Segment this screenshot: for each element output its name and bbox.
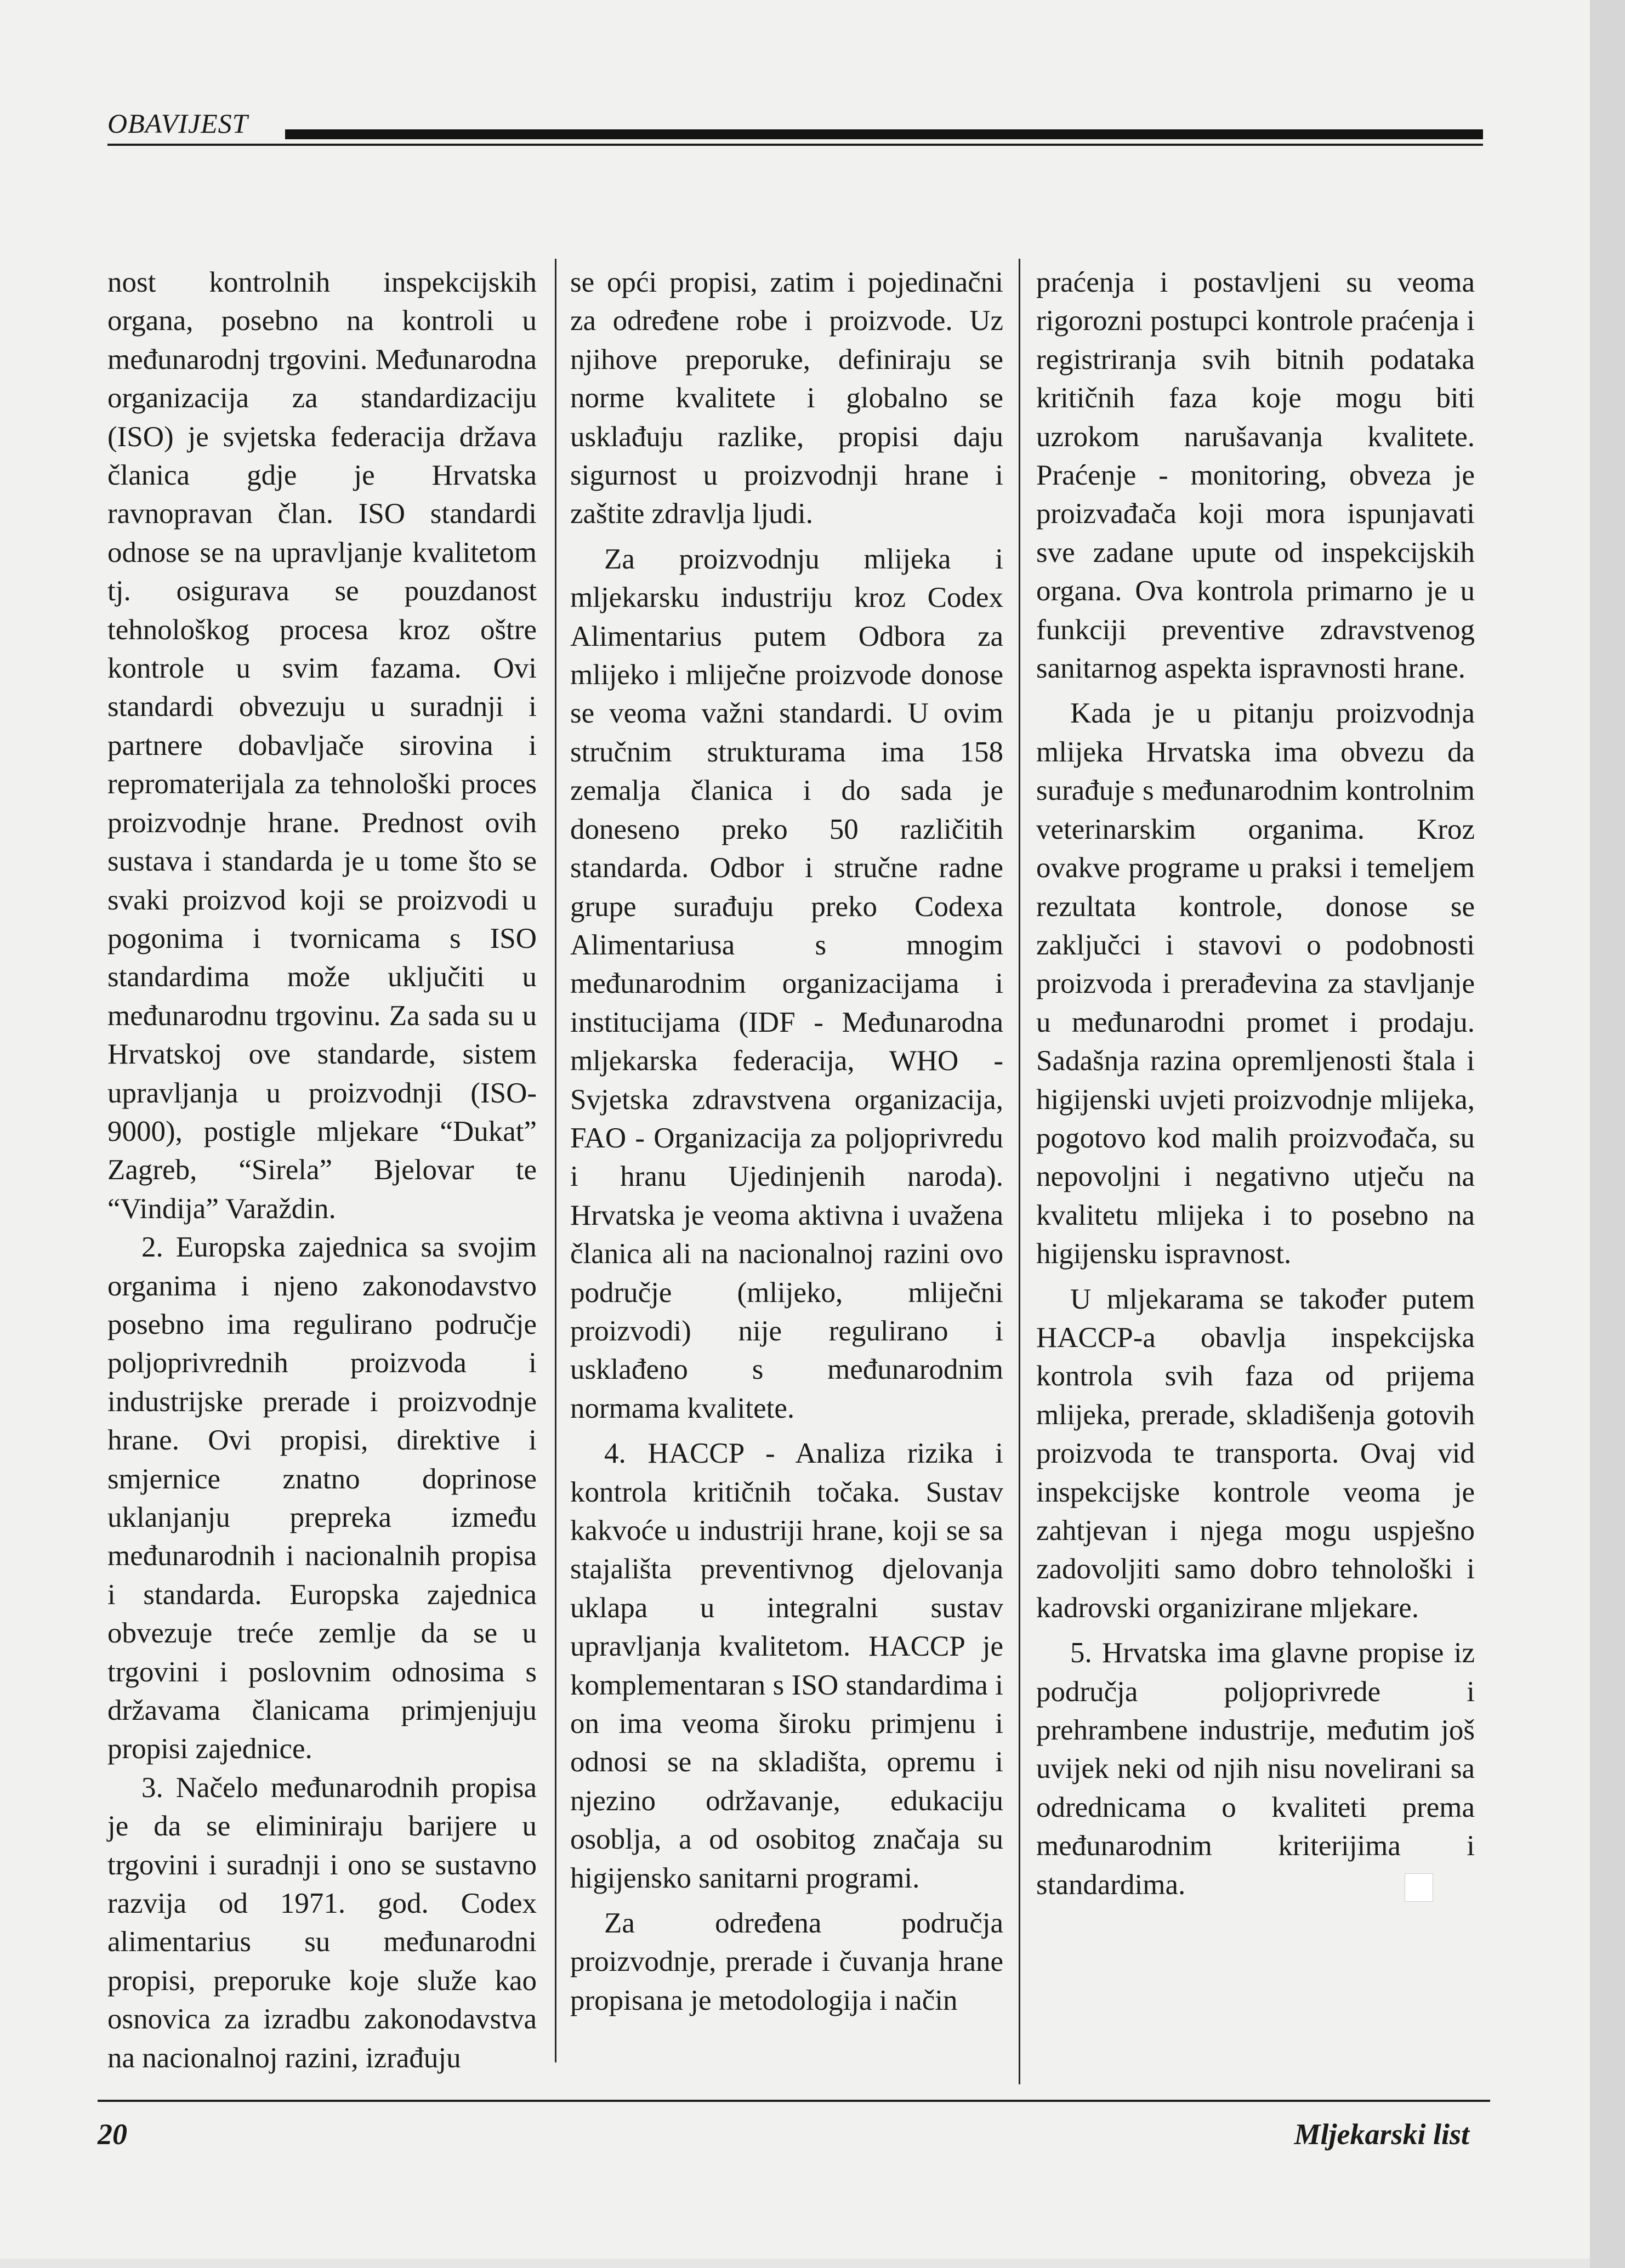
paragraph: Za određena područja proizvodnje, prerade i čuvanja hrane propisana je metodologija i način	[570, 1907, 1003, 2016]
paragraph	[1036, 1634, 1475, 1904]
paragraph: se opći propisi, zatim i pojedinačni za određene robe i proizvode. Uz njihove preporuke, definiraju se norme kvalitete i globalno se usklađuju razlike, propisi daju sigurnost u proizvodnji hrane i zaštite zdravlja ljudi.	[570, 266, 1003, 530]
page-number: 20	[98, 2118, 127, 2151]
section-title: OBAVIJEST	[107, 108, 248, 139]
journal-title: Mljekarski list	[1294, 2118, 1469, 2151]
header-rule-thin	[107, 144, 1483, 146]
column-1	[107, 263, 537, 2077]
paragraph: nost kontrolnih inspekcijskih organa, posebno na kontroli u međunarodnj trgovini. Međunarodna organizacija za standardizaciju (ISO) je svjetska federacija država članica gdje je Hrvatska ravnopravan član. ISO standardi odnose se na upravljanje kvalitetom tj. osigurava se pouzdanost tehnološkog procesa kroz oštre kontrole u svim fazama. Ovi standardi obvezuju u suradnji i partnere dobavljače sirovina i repromaterijala za tehnološki proces proizvodnje hrane. Prednost ovih sustava i standarda je u tome što se svaki proizvod koji se proizvodi u pogonima i tvornicama s ISO standardima može uključiti u međunarodnu trgovinu. Za sada su u Hrvatskoj ove standarde, sistem upravljanja u proizvodnji (ISO-9000), postigle mljekare “Dukat” Zagreb, “Sirela” Bjelovar te “Vindija” Varaždin.	[107, 266, 537, 1225]
column-divider	[555, 259, 556, 2062]
paragraph: 4. HACCP - Analiza rizika i kontrola kritičnih točaka. Sustav kakvoće u industriji hrane, koji se sa stajališta preventivnog djelovanja uklapa u integralni sustav upravljanja kvalitetom. HACCP je komplementaran s ISO standardima i on ima veoma široku primjenu i odnosi se na skladišta, opremu i njezino održavanje, edukaciju osoblja, a od osobitog značaja su higijensko sanitarni programi.	[570, 1437, 1003, 1894]
paragraph: praćenja i postavljeni su veoma rigorozni postupci kontrole praćenja i registriranja svih bitnih podataka kritičnih faza koje mogu biti uzrokom narušavanja kvalitete. Praćenje - monitoring, obveza je proizvađača koji mora ispunjavati sve zadane upute od inspekcijskih organa. Ova kontrola primarno je u funkciji preventive zdravstvenog sanitarnog aspekta ispravnosti hrane.	[1036, 266, 1475, 685]
paragraph: Za proizvodnju mlijeka i mljekarsku industriju kroz Codex Alimentarius putem Odbora za mlijeko i mliječne proizvode donose se veoma važni standardi. U ovim stručnim strukturama ima 158 zemalja članica i do sada je doneseno preko 50 različitih standarda. Odbor i stručne radne grupe surađuju preko Codexa Alimentariusa s mnogim međunarodnim organizacijama i institucijama (IDF - Međunarodna mljekarska federacija, WHO - Svjetska zdravstvena organizacija, FAO - Organizacija za poljoprivredu i hranu Ujedinjenih naroda). Hrvatska je veoma aktivna i uvažena članica ali na nacionalnoj razini ovo područje (mlijeko, mliječni proizvodi) nije regulirano i usklađeno s međunarodnim normama kvalitete.	[570, 543, 1003, 1424]
paragraph: 2. Europska zajednica sa svojim organima i njeno zakonodavstvo posebno ima regulirano područje poljoprivrednih proizvoda i industrijske prerade i proizvodnje hrane. Ovi propisi, direktive i smjernice znatno doprinose uklanjanju prepreka između međunarodnih i nacionalnih propisa i standarda. Europska zajednica obvezuje treće zemlje da se u trgovini i poslovnim odnosima s državama članicama primjenjuju propisi zajednice.	[107, 1231, 537, 1765]
footer-rule	[98, 2100, 1490, 2102]
paragraph: Kada je u pitanju proizvodnja mlijeka Hrvatska ima obvezu da surađuje s međunarodnim kontrolnim veterinarskim organima. Kroz ovakve programe u praksi i temeljem rezultata kontrole, donose se zaključci i stavovi o podobnosti proizvoda i prerađevina za stavljanje u međunarodni promet i prodaju. Sadašnja razina opremljenosti štala i higijenski uvjeti proizvodnje mlijeka, pogotovo kod malih proizvođača, su nepovoljni i negativno utječu na kvalitetu mlijeka i to posebno na higijensku ispravnost.	[1036, 697, 1475, 1270]
column-2	[570, 263, 1003, 2020]
column-3	[1036, 263, 1475, 1904]
paragraph-text: 5. Hrvatska ima glavne propise iz područja poljoprivrede i prehrambene industrije, međutim još uvijek neki od njih nisu novelirani sa odrednicama o kvaliteti prema međunarodnim kriterijima i standardima.	[1036, 1637, 1475, 1901]
header-rule	[285, 129, 1483, 139]
end-of-article-mark	[1405, 1873, 1433, 1902]
paragraph: U mljekarama se također putem HACCP-a obavlja inspekcijska kontrola svih faza od prijema mlijeka, prerade, skladišenja gotovih proizvoda te transporta. Ovaj vid inspekcijske kontrole veoma je zahtjevan i njega mogu uspješno zadovoljiti samo dobro tehnološki i kadrovski organizirane mljekare.	[1036, 1283, 1475, 1624]
column-divider	[1019, 259, 1020, 2084]
paragraph: 3. Načelo međunarodnih propisa je da se eliminiraju barijere u trgovini i suradnji i ono se sustavno razvija od 1971. god. Codex alimentarius su međunarodni propisi, preporuke koje služe kao osnovica za izradbu zakonodavstva na nacionalnoj razini, izrađuju	[107, 1771, 537, 2074]
scan-edge	[1590, 0, 1625, 2268]
